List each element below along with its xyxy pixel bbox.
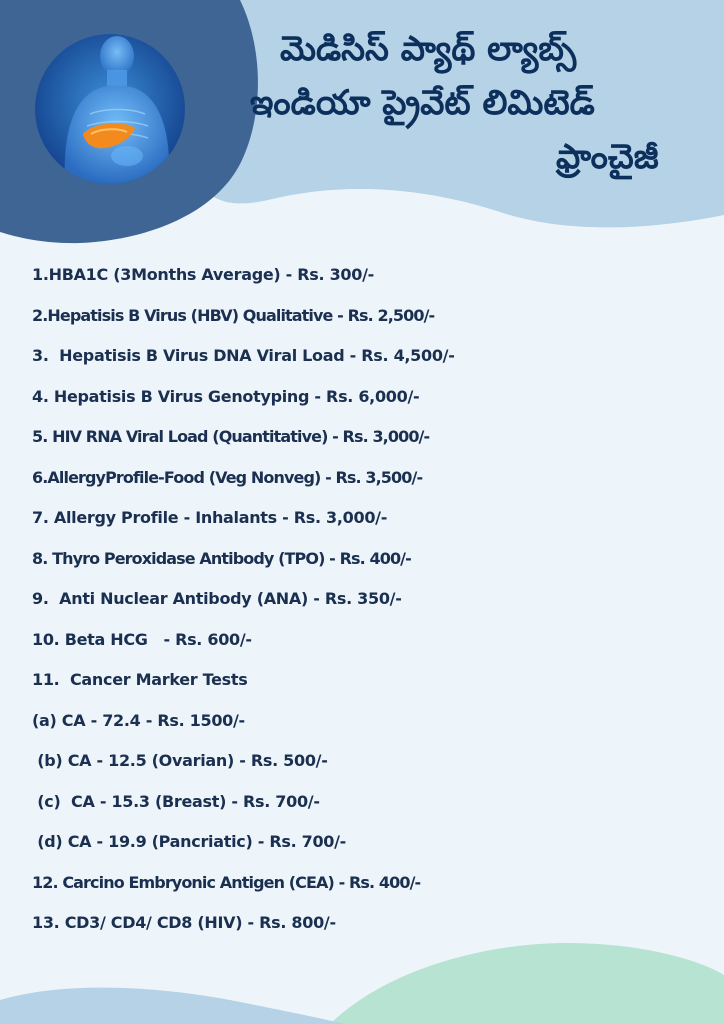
test-item-11b: (b) CA - 12.5 (Ovarian) - Rs. 500/- — [32, 751, 328, 770]
test-item-5: 5. HIV RNA Viral Load (Quantitative) - Rs. 3,000/- — [32, 427, 430, 446]
test-item-10: 10. Beta HCG - Rs. 600/- — [32, 629, 252, 649]
test-item-3: 3. Hepatisis B Virus DNA Viral Load - Rs. 4,500/- — [32, 346, 455, 365]
test-item-11: 11. Cancer Marker Tests — [32, 670, 248, 689]
test-item-8: 8. Thyro Peroxidase Antibody (TPO) - Rs. 400/- — [32, 548, 411, 568]
test-item-2: 2.Hepatisis B Virus (HBV) Qualitative - Rs. 2,500/- — [32, 305, 435, 325]
title-line-3: ఫ్రాంచైజీ — [556, 137, 659, 177]
test-item-11c: (c) CA - 15.3 (Breast) - Rs. 700/- — [32, 791, 320, 811]
company-title — [240, 22, 700, 184]
test-item-11d: (d) CA - 19.9 (Pancriatic) - Rs. 700/- — [32, 832, 347, 851]
mint-blob — [330, 943, 724, 1024]
test-item-12: 12. Carcino Embryonic Antigen (CEA) - Rs. 400/- — [32, 872, 421, 892]
light-blue-bottom-blob — [0, 988, 345, 1024]
test-item-13: 13. CD3/ CD4/ CD8 (HIV) - Rs. 800/- — [32, 913, 336, 932]
test-item-4: 4. Hepatisis B Virus Genotyping - Rs. 6,000/- — [32, 386, 420, 406]
test-item-1: 1.HBA1C (3Months Average) - Rs. 300/- — [32, 265, 374, 284]
human-body-liver-icon — [35, 34, 185, 184]
title-line-1: మెడిసిస్ ప్యాథ్ ల్యాబ్స్ — [280, 29, 577, 69]
test-item-9: 9. Anti Nuclear Antibody (ANA) - Rs. 350/- — [32, 589, 402, 608]
title-line-2: ఇండియా ప్రైవేట్ లిమిటెడ్ — [250, 83, 595, 123]
test-price-list — [32, 255, 722, 944]
test-item-11a: (a) CA - 72.4 - Rs. 1500/- — [32, 710, 245, 730]
test-item-7: 7. Allergy Profile - Inhalants - Rs. 3,000/- — [32, 508, 388, 527]
test-item-6: 6.AllergyProfile-Food (Veg Nonveg) - Rs. 3,500/- — [32, 467, 423, 487]
